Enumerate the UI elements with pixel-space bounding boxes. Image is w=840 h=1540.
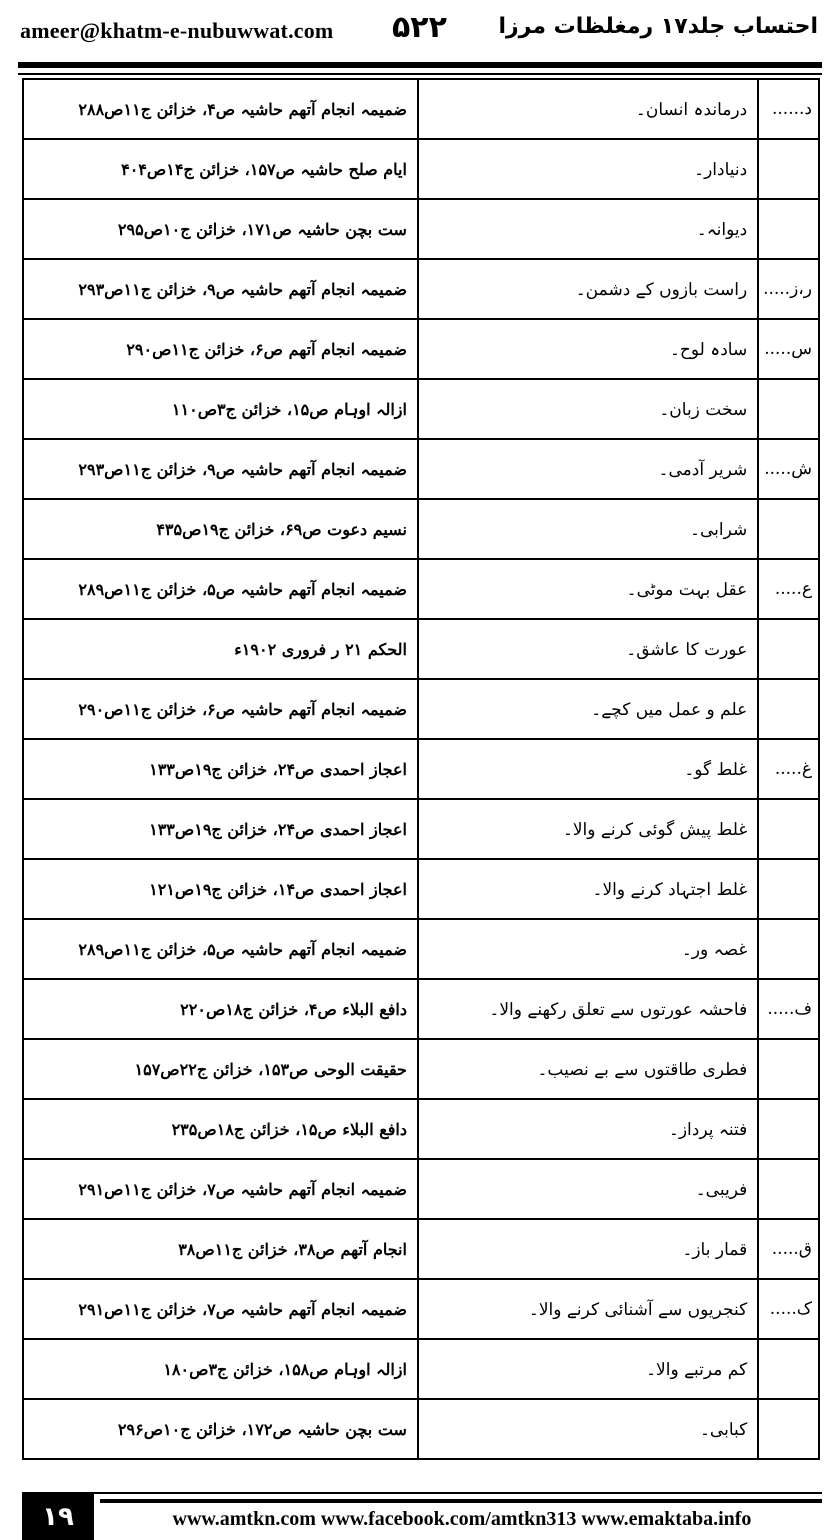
- term-cell: علم و عمل میں کچے۔: [418, 679, 758, 739]
- term-cell: درماندہ انسان۔: [418, 79, 758, 139]
- letter-cell: [758, 679, 819, 739]
- reference-cell: ضمیمہ انجام آتھم حاشیہ ص۷، خزائن ج۱۱ص۲۹۱: [23, 1159, 418, 1219]
- reference-cell: ایام صلح حاشیہ ص۱۵۷، خزائن ج۱۴ص۴۰۴: [23, 139, 418, 199]
- term-cell: فاحشہ عورتوں سے تعلق رکھنے والا۔: [418, 979, 758, 1039]
- reference-cell: ست بچن حاشیہ ص۱۷۲، خزائن ج۱۰ص۲۹۶: [23, 1399, 418, 1459]
- term-cell: دنیادار۔: [418, 139, 758, 199]
- term-cell: شرابی۔: [418, 499, 758, 559]
- table-row: [23, 499, 819, 559]
- table-row: [23, 739, 819, 799]
- reference-cell: ضمیمہ انجام آتھم حاشیہ ص۴، خزائن ج۱۱ص۲۸۸: [23, 79, 418, 139]
- letter-cell: ف.....: [758, 979, 819, 1039]
- book-title: احتساب جلد۱۷ رمغلظات مرزا: [498, 14, 818, 39]
- table-row: [23, 139, 819, 199]
- term-cell: راست بازوں کے دشمن۔: [418, 259, 758, 319]
- letter-cell: [758, 799, 819, 859]
- table-row: [23, 799, 819, 859]
- table-row: [23, 199, 819, 259]
- table-row: [23, 1339, 819, 1399]
- table-row: [23, 79, 819, 139]
- reference-cell: ازالہ اوہام ص۱۵۸، خزائن ج۳ص۱۸۰: [23, 1339, 418, 1399]
- term-cell: غصہ ور۔: [418, 919, 758, 979]
- header-rule-thick: [18, 62, 822, 68]
- term-cell: فتنہ پرداز۔: [418, 1099, 758, 1159]
- letter-cell: س.....: [758, 319, 819, 379]
- table-row: [23, 1159, 819, 1219]
- letter-cell: [758, 1039, 819, 1099]
- reference-cell: حقیقت الوحی ص۱۵۳، خزائن ج۲۲ص۱۵۷: [23, 1039, 418, 1099]
- reference-cell: ضمیمہ انجام آتھم حاشیہ ص۹، خزائن ج۱۱ص۲۹۳: [23, 259, 418, 319]
- term-cell: کنجریوں سے آشنائی کرنے والا۔: [418, 1279, 758, 1339]
- letter-cell: [758, 379, 819, 439]
- table-row: [23, 1099, 819, 1159]
- table-row: [23, 1399, 819, 1459]
- footer-rule-thick: [100, 1499, 822, 1503]
- reference-cell: ضمیمہ انجام آتھم حاشیہ ص۶، خزائن ج۱۱ص۲۹۰: [23, 679, 418, 739]
- reference-cell: اعجاز احمدی ص۱۴، خزائن ج۱۹ص۱۲۱: [23, 859, 418, 919]
- term-cell: دیوانہ۔: [418, 199, 758, 259]
- reference-cell: اعجاز احمدی ص۲۴، خزائن ج۱۹ص۱۳۳: [23, 739, 418, 799]
- term-cell: کم مرتبے والا۔: [418, 1339, 758, 1399]
- letter-cell: ع.....: [758, 559, 819, 619]
- table-row: [23, 439, 819, 499]
- page-number: ۵۲۲: [392, 10, 447, 45]
- table-row: [23, 619, 819, 679]
- glossary-table: [22, 78, 820, 1460]
- term-cell: عورت کا عاشق۔: [418, 619, 758, 679]
- term-cell: قمار باز۔: [418, 1219, 758, 1279]
- term-cell: کبابی۔: [418, 1399, 758, 1459]
- letter-cell: ر،ز.....: [758, 259, 819, 319]
- table-row: [23, 1219, 819, 1279]
- letter-cell: [758, 919, 819, 979]
- reference-cell: ضمیمہ انجام آتھم حاشیہ ص۷، خزائن ج۱۱ص۲۹۱: [23, 1279, 418, 1339]
- term-cell: غلط اجتہاد کرنے والا۔: [418, 859, 758, 919]
- term-cell: فطری طاقتوں سے بے نصیب۔: [418, 1039, 758, 1099]
- reference-cell: ضمیمہ انجام آتھم ص۶، خزائن ج۱۱ص۲۹۰: [23, 319, 418, 379]
- table-row: [23, 859, 819, 919]
- table-row: [23, 319, 819, 379]
- term-cell: غلط پیش گوئی کرنے والا۔: [418, 799, 758, 859]
- letter-cell: [758, 1099, 819, 1159]
- reference-cell: الحکم ۲۱ ر فروری ۱۹۰۲ء: [23, 619, 418, 679]
- letter-cell: [758, 499, 819, 559]
- reference-cell: اعجاز احمدی ص۲۴، خزائن ج۱۹ص۱۳۳: [23, 799, 418, 859]
- letter-cell: ک.....: [758, 1279, 819, 1339]
- reference-cell: ضمیمہ انجام آتھم حاشیہ ص۵، خزائن ج۱۱ص۲۸۹: [23, 919, 418, 979]
- term-cell: عقل بہت موٹی۔: [418, 559, 758, 619]
- reference-cell: ست بچن حاشیہ ص۱۷۱، خزائن ج۱۰ص۲۹۵: [23, 199, 418, 259]
- reference-cell: ضمیمہ انجام آتھم حاشیہ ص۹، خزائن ج۱۱ص۲۹۳: [23, 439, 418, 499]
- header-rule-thin: [18, 73, 822, 75]
- table-row: [23, 679, 819, 739]
- letter-cell: د......: [758, 79, 819, 139]
- table-row: [23, 559, 819, 619]
- letter-cell: غ.....: [758, 739, 819, 799]
- letter-cell: [758, 139, 819, 199]
- footer-page-badge: ۱۹: [22, 1494, 94, 1540]
- letter-cell: [758, 859, 819, 919]
- letter-cell: [758, 199, 819, 259]
- reference-cell: انجام آتھم ص۳۸، خزائن ج۱۱ص۳۸: [23, 1219, 418, 1279]
- reference-cell: ضمیمہ انجام آتھم حاشیہ ص۵، خزائن ج۱۱ص۲۸۹: [23, 559, 418, 619]
- reference-cell: نسیم دعوت ص۶۹، خزائن ج۱۹ص۴۳۵: [23, 499, 418, 559]
- term-cell: شریر آدمی۔: [418, 439, 758, 499]
- letter-cell: ق.....: [758, 1219, 819, 1279]
- table-row: [23, 1279, 819, 1339]
- footer-links: www.amtkn.com www.facebook.com/amtkn313 www.emaktaba.info: [172, 1508, 752, 1530]
- footer-rule-thin: [22, 1492, 822, 1494]
- reference-cell: دافع البلاء ص۴، خزائن ج۱۸ص۲۲۰: [23, 979, 418, 1039]
- letter-cell: ش.....: [758, 439, 819, 499]
- letter-cell: [758, 1339, 819, 1399]
- table-row: [23, 379, 819, 439]
- header-email: ameer@khatm-e-nubuwwat.com: [20, 18, 334, 43]
- term-cell: فریبی۔: [418, 1159, 758, 1219]
- table-row: [23, 919, 819, 979]
- table-row: [23, 259, 819, 319]
- table-row: [23, 979, 819, 1039]
- reference-cell: دافع البلاء ص۱۵، خزائن ج۱۸ص۲۳۵: [23, 1099, 418, 1159]
- term-cell: سادہ لوح۔: [418, 319, 758, 379]
- letter-cell: [758, 1399, 819, 1459]
- letter-cell: [758, 619, 819, 679]
- term-cell: سخت زبان۔: [418, 379, 758, 439]
- reference-cell: ازالہ اوہام ص۱۵، خزائن ج۳ص۱۱۰: [23, 379, 418, 439]
- table-row: [23, 1039, 819, 1099]
- term-cell: غلط گو۔: [418, 739, 758, 799]
- letter-cell: [758, 1159, 819, 1219]
